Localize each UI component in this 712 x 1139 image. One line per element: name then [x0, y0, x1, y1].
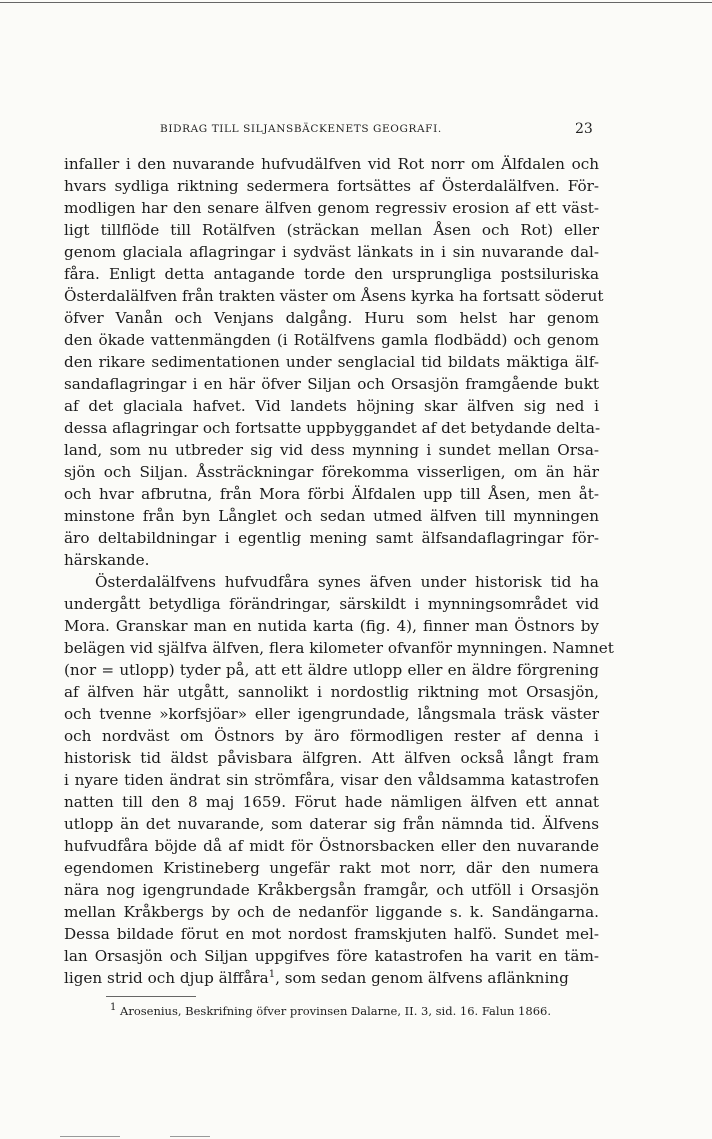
text-line: af det glaciala hafvet. Vid landets höjning skar älfven sig ned i: [64, 397, 599, 415]
running-head: BIDRAG TILL SILJANSBÄCKENETS GEOGRAFI.: [160, 123, 442, 135]
footnote-mark: 1: [110, 1002, 117, 1014]
text-line: dessa aflagringar och fortsatte uppbyggandet af det betydande delta-: [64, 419, 601, 437]
text-line: Österdalälfvens hufvudfåra synes äfven under historisk tid ha: [95, 573, 599, 591]
text-line: egendomen Kristineberg ungefär rakt mot norr, där den numera: [64, 859, 599, 877]
text-line: den rikare sedimentationen under senglacial tid bildats mäktiga älf-: [64, 353, 599, 371]
text-line: mellan Kråkbergs by och de nedanför liggande s. k. Sandängarna.: [64, 903, 599, 921]
footnote: [110, 1004, 551, 1018]
text-line: och hvar afbrutna, från Mora förbi Älfdalen upp till Åsen, men åt-: [64, 485, 599, 503]
text-line: öfver Vanån och Venjans dalgång. Huru som helst har genom: [64, 309, 599, 327]
page-number: 23: [575, 121, 593, 137]
text-line: infaller i den nuvarande hufvudälfven vid Rot norr om Älfdalen och: [64, 155, 599, 173]
top-edge-rule: [0, 2, 712, 3]
text-line: genom glaciala aflagringar i sydväst länkats in i sin nuvarande dal-: [64, 243, 599, 261]
text-line: lan Orsasjön och Siljan uppgifves före katastrofen ha varit en täm-: [64, 947, 599, 965]
text-line: fåra. Enligt detta antagande torde den ursprungliga postsiluriska: [64, 265, 599, 283]
text-line: af älfven här utgått, sannolikt i nordostlig riktning mot Orsasjön,: [64, 683, 599, 701]
text-line: nära nog igengrundade Kråkbergsån framgår, och utföll i Orsasjön: [64, 881, 599, 899]
text-line: och tvenne »korfsjöar» eller igengrundade, långsmala träsk väster: [64, 705, 599, 723]
text-line: sjön och Siljan. Åssträckningar förekomma visserligen, om än här: [64, 463, 599, 481]
footnote-text: Arosenius, Beskrifning öfver provinsen Dalarne, II. 3, sid. 16. Falun 1866.: [120, 1004, 551, 1018]
text-line: härskande.: [64, 551, 150, 569]
text-line: äro deltabildningar i egentlig mening samt älfsandaflagringar för-: [64, 529, 599, 547]
text-line-final: ligen strid och djup älffåra$^1$, som sedan genom älfvens aflänkning: [64, 968, 569, 987]
text-line: modligen har den senare älfven genom regressiv erosion af ett väst-: [64, 199, 599, 217]
page-header: [0, 123, 712, 141]
text-line: utlopp än det nuvarande, som daterar sig från nämnda tid. Älfvens: [64, 815, 599, 833]
text-line: i nyare tiden ändrat sin strömfåra, visar den våldsamma katastrofen: [64, 771, 599, 789]
body-text: [64, 153, 614, 989]
text-line: belägen vid själfva älfven, flera kilometer ofvanför mynningen. Namnet: [64, 639, 614, 657]
text-line: Dessa bildade förut en mot nordost framskjuten halfö. Sundet mel-: [64, 925, 599, 943]
text-line: (nor = utlopp) tyder på, att ett äldre utlopp eller en äldre förgrening: [64, 661, 599, 679]
text-line: hufvudfåra böjde då af midt för Östnorsbacken eller den nuvarande: [64, 837, 599, 855]
text-line: minstone från byn Långlet och sedan utmed älfven till mynningen: [64, 507, 599, 525]
text-line: ligt tillflöde till Rotälfven (sträckan mellan Åsen och Rot) eller: [64, 221, 599, 239]
footnote-ref[interactable]: 1: [268, 968, 276, 980]
footnote-rule: [106, 996, 196, 997]
paragraph-2: [64, 571, 614, 967]
text-line: historisk tid äldst påvisbara älfgren. Att älfven också långt fram: [64, 749, 599, 767]
text-line: hvars sydliga riktning sedermera fortsättes af Österdalälfven. För-: [64, 177, 599, 195]
text-line: den ökade vattenmängden (i Rotälfvens gamla flodbädd) och genom: [64, 331, 599, 349]
scan-edge-mark: [60, 1136, 120, 1137]
paragraph-1: [64, 153, 604, 571]
text-line: land, som nu utbreder sig vid dess mynning i sundet mellan Orsa-: [64, 441, 599, 459]
text-line: undergått betydliga förändringar, särskildt i mynningsområdet vid: [64, 595, 599, 613]
text-line: Mora. Granskar man en nutida karta (fig. 4), finner man Östnors by: [64, 617, 599, 635]
text-line: natten till den 8 maj 1659. Förut hade nämligen älfven ett annat: [64, 793, 599, 811]
text-line: sandaflagringar i en här öfver Siljan och Orsasjön framgående bukt: [64, 375, 599, 393]
text-line: Österdalälfven från trakten väster om Åsens kyrka ha fortsatt söderut: [64, 287, 604, 305]
text-line: och nordväst om Östnors by äro förmodligen rester af denna i: [64, 727, 599, 745]
scan-edge-mark: [170, 1136, 210, 1137]
